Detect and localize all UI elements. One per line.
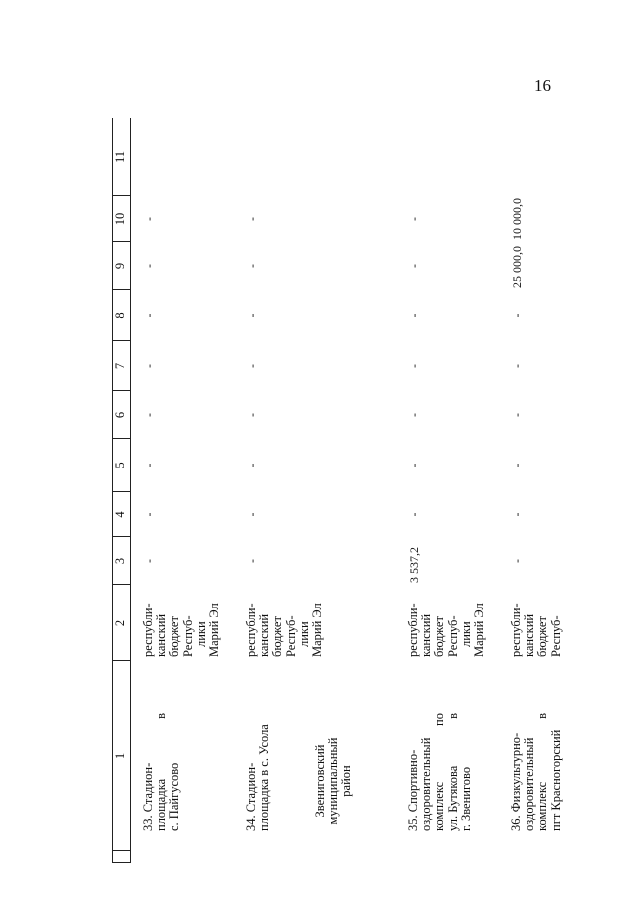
row-value: - bbox=[245, 264, 259, 268]
row-value: - bbox=[510, 559, 524, 563]
row-name-text: оздоровительный bbox=[522, 737, 537, 831]
budget-line: Марий Эл bbox=[472, 603, 487, 657]
header-column-separator bbox=[112, 195, 130, 196]
header-column-separator bbox=[112, 289, 130, 290]
header-column-separator bbox=[112, 491, 130, 492]
row-value: - bbox=[245, 413, 259, 417]
budget-line: лики bbox=[296, 621, 311, 647]
row-name-text: пгт Красногорский bbox=[548, 729, 563, 831]
row-name-text: площадка в с. Усола bbox=[257, 724, 272, 831]
row-name-text: с. Пайгусово bbox=[167, 762, 182, 831]
row-value: - bbox=[142, 217, 156, 221]
row-value: - bbox=[510, 413, 524, 417]
header-column-separator bbox=[112, 241, 130, 242]
header-bottom-rule bbox=[130, 118, 131, 863]
row-value: 10 000,0 bbox=[510, 198, 524, 240]
row-budget-source bbox=[142, 603, 221, 657]
row-name-text: площадка bbox=[154, 778, 169, 831]
row-value: - bbox=[510, 313, 524, 318]
row-name bbox=[245, 713, 271, 831]
row-value: - bbox=[407, 364, 421, 368]
row-name-text: комплекс bbox=[535, 781, 550, 831]
column-header-9: 9 bbox=[113, 262, 127, 270]
row-value: - bbox=[245, 559, 259, 563]
budget-line: республи- bbox=[509, 603, 523, 657]
row-value: - bbox=[142, 364, 156, 368]
row-value: - bbox=[245, 313, 259, 318]
header-column-separator bbox=[112, 584, 130, 585]
row-name-text: комплекс bbox=[432, 781, 447, 831]
row-name-preposition: в bbox=[154, 713, 169, 719]
budget-line: канский bbox=[257, 613, 272, 657]
header-column-separator bbox=[112, 660, 130, 661]
column-header-5: 5 bbox=[113, 462, 127, 469]
row-value: - bbox=[245, 463, 259, 468]
column-header-10: 10 bbox=[113, 212, 127, 226]
header-column-separator bbox=[112, 850, 130, 851]
row-value: - bbox=[142, 559, 156, 563]
row-name bbox=[510, 713, 563, 831]
row-value: - bbox=[407, 463, 421, 468]
row-value: - bbox=[510, 364, 524, 368]
row-value: - bbox=[142, 463, 156, 468]
budget-line: Респуб- bbox=[180, 615, 195, 657]
row-value: - bbox=[510, 512, 524, 517]
budget-line: Марий Эл bbox=[310, 603, 325, 657]
row-value: - bbox=[407, 313, 421, 318]
budget-line: бюджет bbox=[535, 616, 550, 657]
row-name-text: г. Звенигово bbox=[458, 766, 473, 831]
budget-line: республи- bbox=[244, 603, 258, 657]
row-name bbox=[142, 713, 182, 831]
budget-line: канский bbox=[522, 613, 537, 657]
budget-line: бюджет bbox=[270, 616, 285, 657]
budget-line: лики bbox=[193, 621, 208, 647]
row-name-preposition: по bbox=[432, 713, 447, 726]
row-value: - bbox=[510, 463, 524, 468]
budget-line: канский bbox=[154, 613, 169, 657]
row-value: 25 000,0 bbox=[510, 246, 524, 288]
budget-line: бюджет bbox=[432, 616, 447, 657]
column-header-3: 3 bbox=[113, 557, 127, 565]
budget-line: лики bbox=[458, 621, 473, 647]
budget-line: Респуб- bbox=[283, 615, 298, 657]
row-value: 3 537,2 bbox=[407, 547, 421, 583]
column-header-1: 1 bbox=[113, 752, 127, 760]
section-heading-line: муниципальный bbox=[326, 737, 341, 825]
column-header-2: 2 bbox=[113, 619, 127, 627]
row-value: - bbox=[245, 364, 259, 368]
row-name bbox=[407, 713, 473, 831]
section-heading-line: Звениговский bbox=[313, 744, 327, 818]
row-value: - bbox=[245, 217, 259, 221]
row-budget-source bbox=[245, 603, 324, 657]
section-heading bbox=[314, 721, 354, 841]
row-name-text: ул. Бутякова bbox=[445, 765, 460, 831]
budget-line: Респуб- bbox=[445, 615, 460, 657]
row-value: - bbox=[407, 413, 421, 417]
row-value: - bbox=[245, 512, 259, 517]
section-heading-line: район bbox=[339, 765, 354, 797]
column-header-8: 8 bbox=[113, 312, 127, 319]
row-value: - bbox=[142, 264, 156, 268]
budget-line: республи- bbox=[141, 603, 155, 657]
header-column-separator bbox=[112, 340, 130, 341]
table-left-border bbox=[112, 862, 130, 863]
header-column-separator bbox=[112, 536, 130, 537]
row-name-preposition: в bbox=[445, 713, 460, 719]
row-value: - bbox=[407, 512, 421, 517]
row-budget-source bbox=[407, 603, 486, 657]
row-value: - bbox=[142, 512, 156, 517]
column-header-6: 6 bbox=[113, 411, 127, 419]
row-name-text: 33. Стадион- bbox=[141, 762, 155, 831]
row-name-text: оздоровительный bbox=[419, 737, 434, 831]
budget-line: бюджет bbox=[167, 616, 182, 657]
page-number: 16 bbox=[534, 76, 551, 95]
budget-line: республи- bbox=[406, 603, 420, 657]
row-value: - bbox=[142, 413, 156, 417]
column-header-7: 7 bbox=[113, 362, 127, 370]
row-name-preposition: в bbox=[535, 713, 550, 719]
budget-line: Марий Эл bbox=[207, 603, 222, 657]
row-name-text: 35. Спортивно- bbox=[406, 749, 420, 831]
column-header-4: 4 bbox=[113, 511, 127, 518]
row-value: - bbox=[407, 217, 421, 221]
budget-line: канский bbox=[419, 613, 434, 657]
row-name-text: 36. Физкультурно- bbox=[509, 732, 523, 831]
row-budget-source bbox=[510, 603, 563, 657]
header-column-separator bbox=[112, 438, 130, 439]
rotated-table bbox=[112, 118, 632, 863]
header-column-separator bbox=[112, 390, 130, 391]
row-name-text: 34. Стадион- bbox=[244, 762, 258, 831]
row-value: - bbox=[407, 264, 421, 268]
row-value: - bbox=[142, 313, 156, 318]
column-header-11: 11 bbox=[113, 150, 127, 164]
budget-line: Респуб- bbox=[548, 615, 563, 657]
